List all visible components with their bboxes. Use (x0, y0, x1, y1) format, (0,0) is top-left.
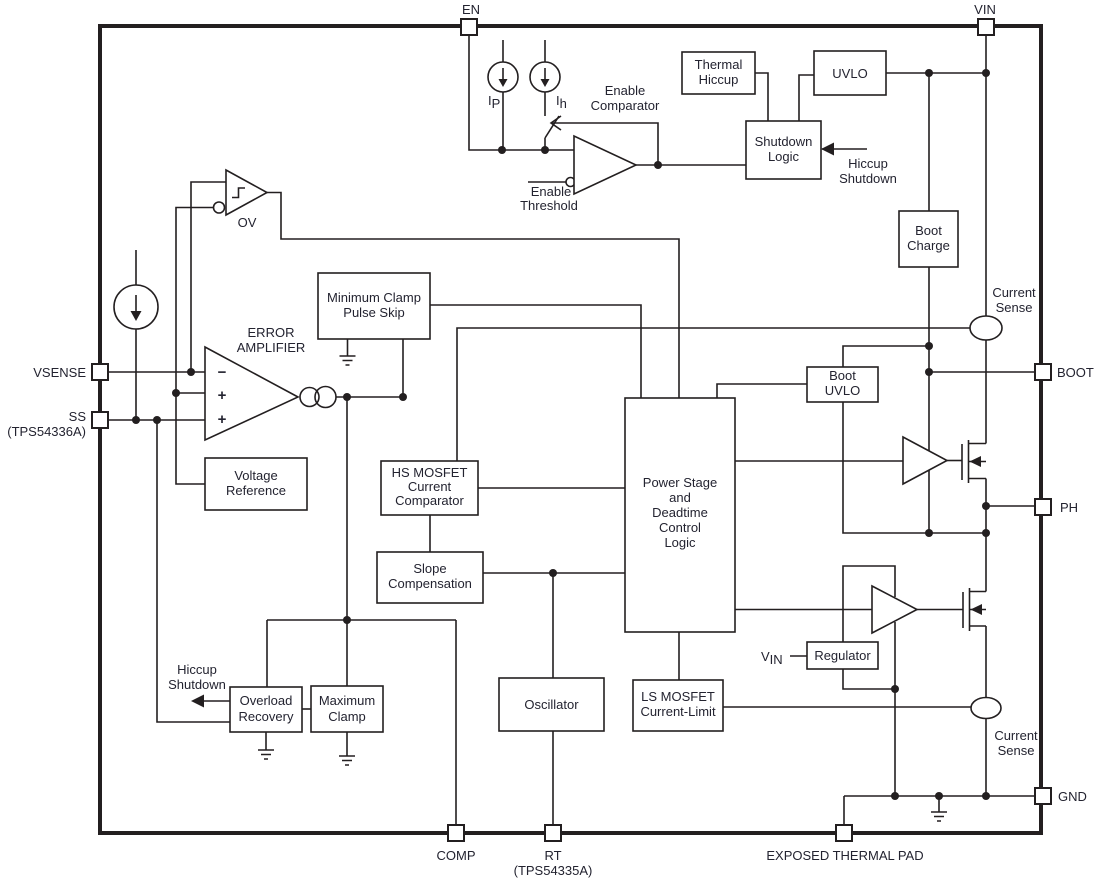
block-label: Pulse Skip (343, 305, 405, 320)
junction-dot (982, 529, 990, 537)
block-label: Logic (767, 149, 800, 164)
pin-sublabel-rt: (TPS54335A) (513, 863, 593, 878)
pin-label-ph: PH (1060, 500, 1079, 515)
pin-label-en: EN (461, 2, 481, 17)
wire (843, 566, 895, 689)
pin-boot (1035, 364, 1051, 380)
junction-dot (982, 792, 990, 800)
label-ip-main: I (488, 93, 492, 108)
block-label: Power Stage (642, 475, 718, 490)
block-label: Boot (829, 368, 856, 383)
pin-comp (448, 825, 464, 841)
wire (986, 479, 1035, 592)
current-sense-icon-top (970, 316, 1002, 340)
pin-label-comp: COMP (436, 848, 476, 863)
block-label: UVLO (832, 66, 868, 81)
hs-gate-driver-icon (903, 437, 947, 484)
arrowhead-left (821, 143, 834, 156)
label-ip (488, 93, 500, 111)
block-label: Current (407, 479, 452, 494)
block-label: Oscillator (524, 697, 579, 712)
block-label: Comparator (395, 493, 464, 508)
block-label: Slope (413, 561, 447, 576)
junction-dot (132, 416, 140, 424)
junction-dot (935, 792, 943, 800)
wire (191, 182, 226, 372)
pin-ss (92, 412, 108, 428)
pin-label-vsense: VSENSE (33, 365, 86, 380)
block-label: Logic (664, 535, 696, 550)
current-sense-icon-bottom (971, 698, 1001, 719)
hs-mosfet-icon (962, 440, 986, 483)
block-shutdown-logic (746, 121, 821, 179)
label-vin-sub: IN (769, 652, 783, 667)
junction-dot (654, 161, 662, 169)
block-label: Clamp (328, 709, 366, 724)
junction-dot (498, 146, 506, 154)
wire (843, 669, 895, 689)
pin-label-vin: VIN (974, 2, 996, 17)
block-maximum-clamp (311, 686, 383, 732)
wire (755, 73, 768, 121)
junction-dot (982, 69, 990, 77)
junction-dot (982, 502, 990, 510)
ground-icon (931, 812, 947, 821)
pin-ph (1035, 499, 1051, 515)
label-hiccup-shutdown-right: Hiccup (848, 156, 888, 171)
block-uvlo (814, 51, 886, 95)
pin-label-ss: SS (68, 409, 86, 424)
label-ih-main: I (556, 93, 560, 108)
block-label: Deadtime (652, 505, 708, 520)
arrowhead-left (191, 695, 204, 708)
pin-en (461, 19, 477, 35)
junction-dot (891, 685, 899, 693)
label-ih-sub: h (559, 96, 567, 111)
block-label: Control (659, 520, 701, 535)
block-overload-recovery (230, 687, 302, 732)
label-hiccup-shutdown-right: Shutdown (839, 171, 897, 186)
block-label: Hiccup (698, 72, 739, 87)
wire (843, 346, 929, 367)
label-current-sense-top: Current (992, 285, 1036, 300)
block-slope-compensation (377, 552, 483, 603)
label-enable-comparator: Comparator (590, 98, 660, 113)
current-source-icon-ss (114, 285, 158, 329)
block-label: HS MOSFET (391, 465, 468, 480)
junction-dot (343, 616, 351, 624)
junction-dot (891, 792, 899, 800)
inverter-bubble (214, 202, 225, 213)
label-error-amplifier: AMPLIFIER (236, 340, 306, 355)
block-label: UVLO (824, 383, 861, 398)
block-label: Boot (915, 223, 942, 238)
block-label: LS MOSFET (641, 689, 715, 704)
block-label: Compensation (388, 576, 472, 591)
label-enable-threshold: Threshold (520, 198, 578, 213)
label-current-sense-bottom: Current (994, 728, 1038, 743)
ground-icon (339, 756, 355, 765)
block-voltage-reference (205, 458, 307, 510)
block-label: Maximum (318, 693, 376, 708)
junction-dot (925, 368, 933, 376)
block-hs-mosfet-current-comparator (381, 461, 478, 515)
junction-dot (187, 368, 195, 376)
block-label: Overload (239, 693, 293, 708)
block-label: Charge (907, 238, 950, 253)
block-oscillator (499, 678, 604, 731)
ov-triangle (226, 170, 267, 215)
junction-dot (172, 389, 180, 397)
label-ip-sub: P (491, 96, 501, 111)
pin-gnd (1035, 788, 1051, 804)
block-power-stage (625, 398, 735, 632)
block-label: Regulator (814, 648, 871, 663)
junction-dot (399, 393, 407, 401)
gm-output-circle (315, 387, 336, 408)
pin-vin (978, 19, 994, 35)
junction-dot (549, 569, 557, 577)
junction-dot (541, 146, 549, 154)
label-hiccup-shutdown-left: Hiccup (177, 662, 217, 677)
label-ih (556, 93, 567, 111)
block-label: Current-Limit (640, 704, 716, 719)
block-boot-charge (899, 211, 958, 267)
block-thermal-hiccup (682, 52, 755, 94)
input-plus-marker: + (217, 411, 227, 428)
label-error-amplifier: ERROR (247, 325, 295, 340)
pin-rt (545, 825, 561, 841)
ls-mosfet-icon (963, 588, 986, 631)
block-label: Thermal (694, 57, 743, 72)
ground-icon (340, 356, 356, 365)
label-hiccup-shutdown-left: Shutdown (168, 677, 226, 692)
pin-thermal-pad (836, 825, 852, 841)
label-vin-main: V (761, 649, 770, 664)
enable-comparator-icon (574, 136, 636, 194)
pin-sublabel-ss: (TPS54336A) (7, 424, 86, 439)
ground-icon (258, 750, 274, 759)
arrowhead-down (499, 79, 508, 87)
block-label: Recovery (238, 709, 294, 724)
label-current-sense-top: Sense (995, 300, 1033, 315)
block-label: Shutdown (754, 134, 813, 149)
block-label: Minimum Clamp (327, 290, 421, 305)
pin-label-thermal-pad: EXPOSED THERMAL PAD (766, 848, 924, 863)
block-label: Voltage (234, 468, 278, 483)
junction-dot (925, 69, 933, 77)
junction-dot (925, 529, 933, 537)
pin-label-boot: BOOT (1057, 365, 1094, 380)
block-ls-mosfet-current-limit (633, 680, 723, 731)
pin-label-rt: RT (544, 848, 562, 863)
wire (799, 75, 814, 121)
block-label: and (669, 490, 691, 505)
input-minus-marker: − (217, 364, 227, 381)
label-current-sense-bottom: Sense (997, 743, 1035, 758)
mosfet-body-arrow (970, 456, 982, 467)
block-regulator (807, 642, 878, 669)
label-vin-regulator (761, 649, 783, 667)
junction-dot (153, 416, 161, 424)
wire (176, 393, 205, 484)
wire (430, 305, 641, 398)
arrowhead-down (131, 311, 142, 321)
block-label: Reference (226, 483, 286, 498)
label-enable-comparator: Enable (604, 83, 646, 98)
pin-vsense (92, 364, 108, 380)
ov-comparator-icon (226, 170, 267, 215)
current-source-icon-ip (488, 62, 518, 92)
label-enable-threshold: Enable (530, 184, 572, 199)
mosfet-body-arrow (971, 604, 983, 615)
current-source-icon-ih (530, 62, 560, 92)
input-plus-marker: + (217, 387, 227, 404)
block-boot-uvlo (807, 367, 878, 402)
block-minimum-clamp (318, 273, 430, 339)
junction-dot (925, 342, 933, 350)
label-ov: OV (237, 215, 257, 230)
pin-label-gnd: GND (1058, 789, 1087, 804)
arrowhead-down (541, 79, 550, 87)
gm-output-circle (300, 388, 319, 407)
junction-dot (343, 393, 351, 401)
wire (717, 384, 807, 398)
